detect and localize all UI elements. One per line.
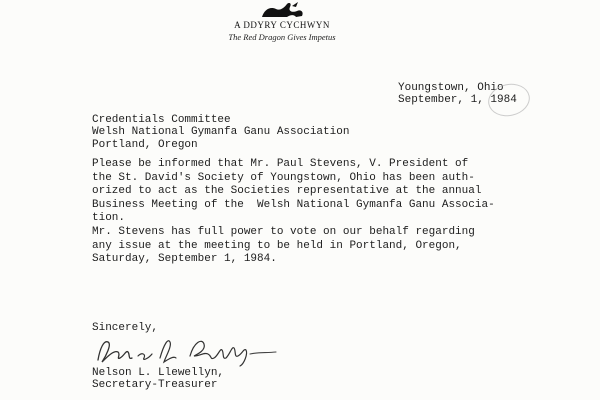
addressee-block	[92, 114, 349, 151]
signer-title: Secretary-Treasurer	[92, 379, 218, 391]
body-line: Business Meeting of the Welsh National Gymanfa Ganu Associa-	[92, 198, 495, 211]
body-line: Saturday, September 1, 1984.	[92, 253, 277, 266]
closing-salutation: Sincerely,	[92, 322, 159, 334]
signer-name: Nelson L. Llewellyn,	[92, 367, 225, 379]
body-line: orized to act as the Societies representative at the annual	[92, 185, 482, 198]
body-line: the St. David's Society of Youngstown, Ohio has been auth-	[92, 171, 475, 184]
letter-city: Youngstown, Ohio	[398, 82, 504, 94]
handwritten-signature	[94, 334, 284, 368]
body-line: Please be informed that Mr. Paul Stevens, V. President of	[92, 158, 469, 170]
addressee-line: Portland, Oregon	[92, 138, 198, 151]
red-dragon-logo	[232, 0, 332, 18]
letter-date: September, 1, 1984	[398, 94, 517, 106]
signer-block	[92, 367, 224, 391]
body-line: Mr. Stevens has full power to vote on our behalf regarding	[92, 225, 475, 238]
letterhead-motto-welsh: A DDYRY CYCHWYN	[234, 20, 330, 30]
addressee-line: Welsh National Gymanfa Ganu Association	[92, 126, 350, 139]
letterhead-motto-english: The Red Dragon Gives Impetus	[228, 32, 336, 42]
body-line: any issue at the meeting to be held in Portland, Oregon,	[92, 239, 462, 252]
addressee-line: Credentials Committee	[92, 114, 231, 126]
letter-body	[92, 158, 562, 267]
body-line: tion.	[92, 212, 126, 225]
